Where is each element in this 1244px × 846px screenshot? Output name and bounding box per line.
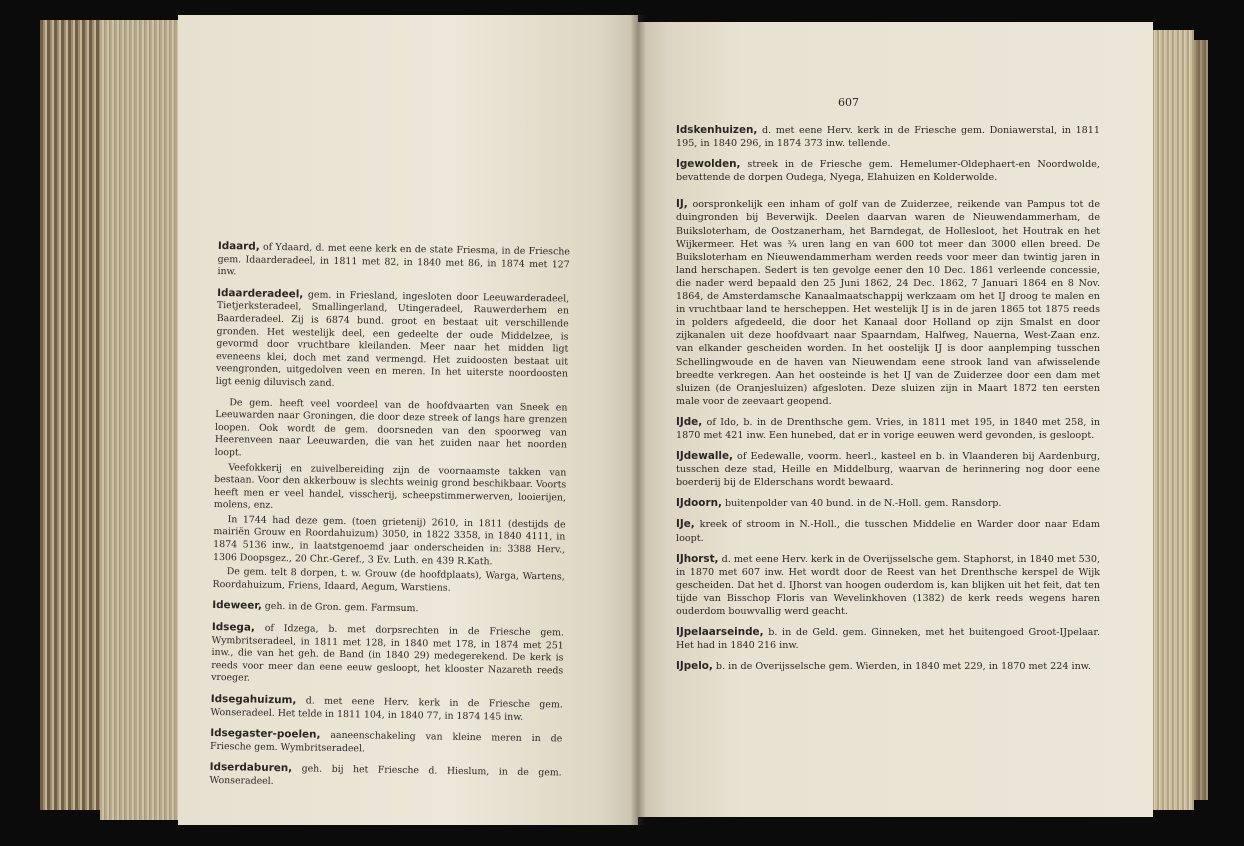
headword: IJdoorn, [676,497,722,510]
headword: IJhorst, [676,552,719,565]
entry-text: b. in de Overijsselsche gem. Wierden, in 1840 met 229, in 1870 met 224 inw. [712,661,1091,673]
entry-idsegahuizum [210,693,562,725]
entry-text: gem. in Friesland, ingesloten door Leeuwarderadeel, Tietjerksteradeel, Smallingerland, Utingeradeel, Rauwerderhem en Baarderadeel. Zij is 6874 bund. groot en bestaat uit verschillende gronden. Het westelijk deel, een gedeelte der oude Middelzee, is gevormd door vruchtbare kleilanden. Meer naar het midden ligt eveneens klei, doch met zand vermengd. Het zuidoosten bestaat uit veengronden, uitgedolven veen en meren. In het uiterste noordoosten ligt eenig diluvisch zand. [215,289,570,389]
book-gutter [630,15,646,825]
entry-text: of Ido, b. in de Drenthsche gem. Vries, in 1811 met 195, in 1840 met 258, in 1870 met 421 inw. Een hunebed, dat er in vorige eeuwen werd gevonden, is gesloopt. [676,416,1100,441]
headword: Igewolden, [676,158,741,171]
entry-ideweer [212,599,564,618]
entry-text: aaneenschakeling van kleine meren in de Friesche gem. Wymbritseradeel. [209,729,563,755]
headword: Idsegahuizum, [210,692,297,707]
entry-text: d. met eene Herv. kerk in de Friesche gem. Wonseradeel. Het telde in 1811 104, in 1840 77, in 1874 145 inw. [210,695,563,723]
entry-paragraph [215,397,568,465]
page-number: 607 [838,96,859,109]
entry-idaard [217,240,570,284]
entry-text: of Idzega, b. met dorpsrechten in de Friesche gem. Wymbritseradeel, in 1811 met 128, in 1840 met 178, in 1874 met 251 inw., die van het geh. de Band (in 1840 29) medegerekend. De kerk is reeds voor meer dan eene eeuw gesloopt, het klooster Nazareth reeds vroeger. [211,622,564,684]
entry-idskenhuizen [676,124,1100,150]
entry-paragraph [214,461,567,517]
right-column [676,124,1100,681]
entry-text: Veefokkerij en zuivelbereiding zijn de voornaamste takken van bestaan. Voor den akkerbouw is slechts weinig grond beschikbaar. Voorts heeft men er veel handel, visscherij, scheepstimmerwerven, looierijen, molens, enz. [213,461,567,512]
entry-ijde [676,416,1100,442]
entry-text: geh. bij het Friesche d. Hieslum, in de gem. Wonseradeel. [209,763,562,787]
entry-text: d. met eene Herv. kerk in de Overijsselsche gem. Staphorst, in 1840 met 530, in 1870 met 607 inw. Het wordt door de Reest van het Drenthsche kerspel de Wijk gescheiden. Dat het d. IJhorst van hoogen ouderdom is, kan blijken uit het feit, dat ten tijde van Bisschop Floris van Wevelinkhoven (1382) de kerk reeds wegens haren ouderdom bouwvallig werd geacht. [676,553,1100,617]
entry-ijdewalle [676,450,1100,489]
entry-text: buitenpolder van 40 bund. in de N.-Holl. gem. Ransdorp. [721,498,1002,510]
entry-ijhorst [676,553,1100,618]
entry-text: of Ydaard, d. met eene kerk en de state Friesma, in de Friesche gem. Idaarderadeel, in 1811 met 82, in 1840 met 86, in 1874 met 127 inw. [217,241,570,278]
entry-text: De gem. telt 8 dorpen, t. w. Grouw (de hoofdplaats), Warga, Wartens, Roordahuizum, Friens, Idaard, Aegum, Warstiens. [212,566,565,594]
entry-igewolden [676,158,1100,184]
entry-idserdaburen [209,761,561,793]
entry-ijdoorn [676,497,1100,510]
entry-ijpelo [676,660,1100,673]
entry-text: oorspronkelijk een inham of golf van de Zuiderzee, reikende van Pampus tot de duingronden bij Beverwijk. Deelen daarvan waren de Nieuwendammerham, de Buiksloterham, de Oostzanerham, het Barndegat, de Hollesloot, het Houtrak en het Wijkermeer. Het was ¾ uren lang en van 600 tot meer dan 3000 ellen breed. De Buiksloterham en Nieuwendammerham werden reeds voor meer dan twintig jaren in land herschapen. Sedert is ten gevolge eener den 10 Dec. 1861 verleende concessie, die nader werd bepaald den 25 Juni 1862, 24 Dec. 1862, 7 Januari 1864 en 8 Nov. 1864, de Amsterdamsche Kanaalmaatschappij werkzaam om het IJ droog te malen en in vruchtbaar land te herscheppen. Het westelijk IJ is in de jaren 1865 tot 1875 reeds in polders afgedeeld, die door het Kanaal door Holland op zijn Smalst en door zijkanalen uit deze hoofdvaart naar Spaarndam, Halfweg, Nauerna, West-Zaan enz. van elkander gescheiden worden. In het oostelijk IJ is door aanplemping tusschen Schellingwoude en de haven van Nieuwendam eene strook land van afwisselende breedte verkregen. Aan het oosteinde is het IJ van de Zuiderzee door een dam met sluizen (de Oranjesluizen) afgesloten. Deze sluizen zijn in Maart 1872 ten eersten male voor de zeevaart geopend. [676,199,1100,407]
left-column [209,240,570,801]
headword: Idaard, [217,240,260,253]
headword: IJdewalle, [676,450,733,463]
entry-ij [676,198,1100,408]
headword: Idskenhuizen, [676,124,758,136]
headword: Ideweer, [212,599,262,613]
entry-text: In 1744 had deze gem. (toen grietenij) 2610, in 1811 (destijds de mairiën Grouw en Roordahuizum) 3050, in 1822 3358, in 1840 4111, in 1874 5136 inw., in laatstgenoemd jaar onderscheiden in: 3388 Herv., 1306 Doopsgez., 20 Chr.-Geref., 3 Ev. Luth. en 439 R.Kath. [212,514,566,568]
entry-text: geh. in de Gron. gem. Farmsum. [261,601,419,615]
entry-text: De gem. heeft veel voordeel van de hoofdvaarten van Sneek en Leeuwarden naar Groningen, die door deze streek of langs hare grenzen loopen. Ook wordt de gem. doorsneden van den spoorweg van Heerenveen naar Leeuwarden, die van het zuiden naar het noorden loopt. [214,396,568,459]
entry-idaarderadeel [216,287,570,394]
headword: Idaarderadeel, [217,286,304,301]
headword: IJpelo, [676,660,713,673]
entry-idsegaster-poelen [210,727,562,759]
headword: Idserdaburen, [209,761,293,775]
headword: Idsegaster-poelen, [210,727,321,741]
headword: IJe, [676,518,695,531]
right-page-stack [1150,30,1194,810]
left-page-stack [100,20,180,820]
entry-text: of Eedewalle, voorm. heerl., kasteel en b. in Vlaanderen bij Aardenburg, tusschen deze stad, Heille en Middelburg, waarvan de herinnering nog door eene boerderij bij de Elderschans wordt bewaard. [676,451,1100,489]
headword: IJde, [676,415,703,428]
entry-text: d. met eene Herv. kerk in de Friesche gem. Doniawerstal, in 1811 195, in 1840 296, in 1874 373 inw. tellende. [676,125,1100,150]
headword: Idsega, [211,620,255,634]
entry-text: b. in de Geld. gem. Ginneken, met het buitengoed Groot-IJpelaar. Het had in 1840 216 inw. [676,627,1100,652]
entry-text: streek in de Friesche gem. Hemelumer-Oldephaert-en Noordwolde, bevattende de dorpen Oudega, Nyega, Elahuizen en Kolderwolde. [676,159,1100,184]
entry-paragraph [212,566,564,597]
entry-ije [676,518,1100,544]
headword: IJ, [676,198,688,211]
entry-text: kreek of stroom in N.-Holl., die tusschen Middelie en Warder door naar Edam loopt. [676,519,1100,544]
entry-idsega [211,621,564,690]
entry-ijpelaarseinde [676,626,1100,652]
headword: IJpelaarseinde, [676,626,764,639]
entry-paragraph [213,514,566,570]
